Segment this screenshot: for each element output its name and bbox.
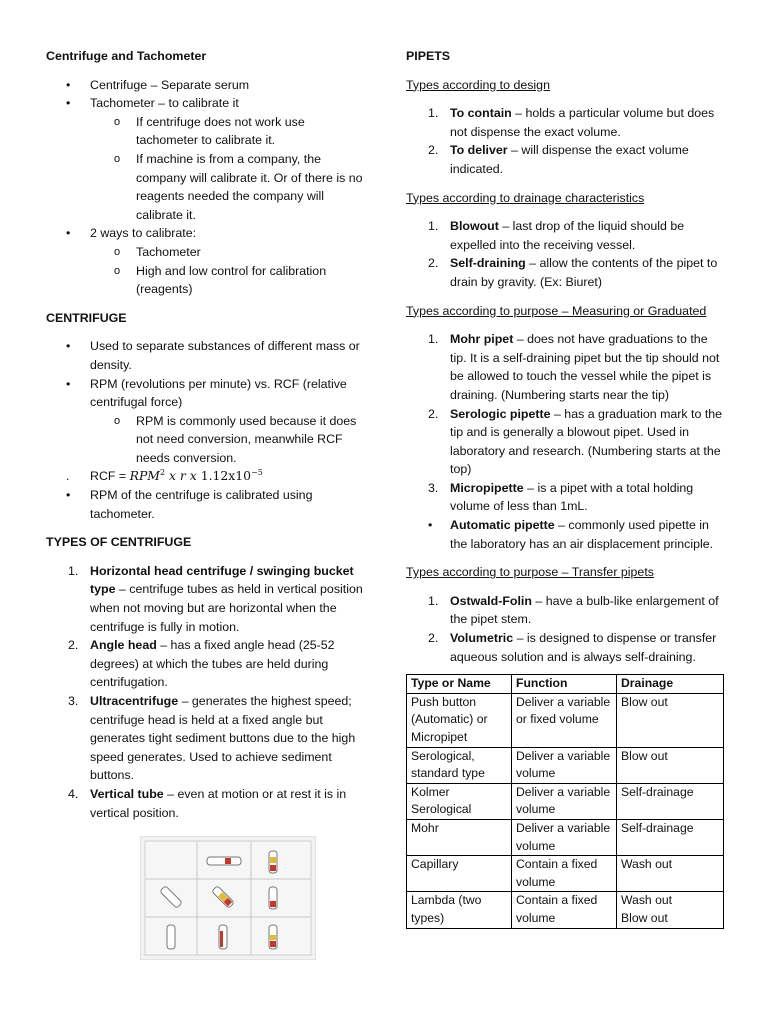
list-item-text: High and low control for calibration (reagents): [136, 263, 327, 297]
rcf-rpm: RPM: [129, 468, 160, 484]
term: Volumetric: [450, 631, 514, 646]
table-cell: Contain a fixed volume: [512, 856, 617, 892]
table-row: [407, 819, 724, 855]
term-description: – is a pipet with a total holding volume of less than 1mL.: [450, 480, 694, 514]
centrifuge-tubes-illustration: [141, 837, 315, 959]
sub-list-item: [46, 113, 364, 150]
term: Ultracentrifuge: [90, 694, 179, 708]
numbered-item: [406, 330, 724, 404]
table-cell: Self-drainage: [617, 819, 724, 855]
list-item-text: RPM is commonly used because it does not need conversion, meanwhile RCF needs conversion.: [136, 413, 357, 465]
term: Ostwald-Folin: [450, 593, 532, 608]
table-cell: Deliver a variable or fixed volume: [512, 693, 617, 747]
design-list: [406, 104, 724, 178]
table-row: [407, 856, 724, 892]
centrifuge-list: [46, 337, 364, 523]
number-label: 1.: [68, 563, 79, 578]
table-cell: Serological, standard type: [407, 747, 512, 783]
rcf-formula: [46, 467, 364, 486]
section-title-types-of-centrifuge: TYPES OF CENTRIFUGE: [46, 535, 192, 550]
list-item-text: If centrifuge does not work use tachometer to calibrate it.: [136, 114, 305, 148]
list-item-text: If machine is from a company, the company will calibrate it. Or of there is no reagents needed the company will calibrate it.: [136, 151, 363, 222]
numbered-item: [406, 217, 724, 254]
numbered-item: [46, 562, 364, 636]
list-item: [46, 94, 364, 113]
list-item-text: Centrifuge – Separate serum: [90, 77, 250, 92]
term-description: – holds a particular volume but does not dispense the exact volume.: [450, 106, 715, 139]
term: Self-draining: [450, 256, 526, 271]
numbered-item: [46, 785, 364, 822]
transfer-list: [406, 592, 724, 666]
sub-bullet-icon: o: [114, 152, 121, 165]
term: Angle head: [90, 638, 157, 653]
left-column: [46, 47, 364, 960]
bullet-icon: •: [66, 96, 71, 111]
number-label: 3.: [68, 694, 79, 708]
number-label: 4.: [68, 786, 79, 801]
term-description: – generates the highest speed; centrifuge head is held at a fixed angle but generates tight sediment buttons due to the high speed generates. Used to achieve sediment buttons.: [90, 694, 356, 783]
column-header: Type or Name: [407, 675, 512, 694]
number-label: 1.: [428, 106, 439, 121]
table-cell: Wash out: [617, 856, 724, 892]
right-column: [406, 47, 724, 929]
sub-list-item: [46, 243, 364, 262]
list-item-text: Used to separate substances of different mass or density.: [90, 339, 360, 372]
list-item-text: 2 ways to calibrate:: [90, 226, 197, 241]
numbered-item: [46, 636, 364, 692]
term: Serologic pipette: [450, 406, 551, 421]
bullet-icon: •: [66, 376, 71, 391]
term: Micropipette: [450, 480, 524, 495]
table-cell: Lambda (two types): [407, 892, 512, 928]
rcf-mid: x r x: [165, 468, 201, 484]
term-description: – does not have graduations to the tip. It is a self-draining pipet but the tip should not be allowed to touch the vessel while the pipet is draining. (Numbering starts near the tip): [450, 332, 720, 402]
number-label: 2.: [428, 143, 439, 158]
column-header: Function: [512, 675, 617, 694]
bullet-icon: •: [66, 226, 71, 241]
bullet-icon: •: [66, 488, 71, 503]
list-item-text: RPM (revolutions per minute) vs. RCF (relative centrifugal force): [90, 376, 347, 410]
list-item: [46, 375, 364, 412]
table-row: [407, 693, 724, 747]
table-cell: Kolmer Serological: [407, 783, 512, 819]
term: Vertical tube: [90, 786, 164, 801]
term: Mohr pipet: [450, 332, 514, 347]
numbered-item: [46, 692, 364, 785]
section-title-pipets: PIPETS: [406, 49, 451, 63]
number-label: 2.: [68, 638, 79, 653]
table-cell: Deliver a variable volume: [512, 747, 617, 783]
subheading-transfer: Types according to purpose – Transfer pipets: [406, 565, 654, 580]
table-cell: Blow out: [617, 693, 724, 747]
dot-icon: .: [66, 469, 70, 484]
sub-bullet-icon: o: [114, 264, 121, 277]
ct-list: [46, 76, 364, 299]
numbered-item: [406, 592, 724, 629]
centrifuge-types-figure: [140, 836, 316, 960]
table-cell: Mohr: [407, 819, 512, 855]
rcf-exponent: −5: [251, 468, 263, 478]
measuring-list: [406, 330, 724, 553]
list-item: [46, 486, 364, 523]
term-description: – last drop of the liquid should be expelled into the receiving vessel.: [450, 219, 685, 252]
sub-list-item: [46, 412, 364, 468]
subheading-drainage: Types according to drainage characteristics: [406, 190, 645, 205]
term-description: – centrifuge tubes as held in vertical position when not moving but are horizontal when the centrifuge is fully in motion.: [90, 582, 363, 634]
table-cell: Deliver a variable volume: [512, 819, 617, 855]
list-item-text: Tachometer – to calibrate it: [90, 96, 239, 111]
numbered-item: [406, 104, 724, 141]
number-label: 2.: [428, 631, 439, 646]
number-label: 1.: [428, 219, 439, 234]
term: Automatic pipette: [450, 518, 555, 533]
number-label: 1.: [428, 332, 439, 347]
drainage-list: [406, 217, 724, 291]
number-label: 3.: [428, 480, 439, 495]
table-row: [407, 783, 724, 819]
list-item: [406, 516, 724, 553]
rcf-coefficient: 1.12x10: [200, 468, 252, 484]
bullet-icon: •: [428, 518, 433, 533]
term: Horizontal head centrifuge / swinging bucket type: [90, 563, 354, 597]
numbered-item: [406, 405, 724, 479]
number-label: 1.: [428, 593, 439, 608]
term-description: – is designed to dispense or transfer aqueous solution and is always self-draining.: [450, 631, 717, 664]
term-description: – has a graduation mark to the tip and is generally a blowout pipet. Used in laboratory and research. (Numbering starts at the top): [450, 406, 723, 477]
term: To deliver: [450, 143, 508, 158]
bullet-icon: •: [66, 339, 71, 354]
numbered-item: [406, 479, 724, 516]
sub-list-item: [46, 150, 364, 224]
term-description: – has a fixed angle head (25-52 degrees) at which the tubes are held during centrifugation.: [90, 638, 335, 690]
numbered-item: [406, 629, 724, 666]
table-cell: Self-drainage: [617, 783, 724, 819]
term-description: – commonly used pipette in the laboratory has an air displacement principle.: [450, 518, 714, 551]
term: To contain: [450, 106, 512, 121]
list-item: [46, 337, 364, 374]
sub-list-item: [46, 262, 364, 299]
subheading-design: Types according to design: [406, 77, 550, 92]
list-item: [46, 224, 364, 243]
bullet-icon: •: [66, 77, 71, 92]
rcf-square: 2: [159, 468, 166, 478]
sub-bullet-icon: o: [114, 115, 121, 128]
term: Blowout: [450, 219, 499, 234]
numbered-item: [406, 141, 724, 178]
pipet-types-table: [406, 674, 724, 928]
term-description: – have a bulb-like enlargement of the pipet stem.: [450, 593, 719, 627]
rcf-prefix: RCF =: [90, 469, 127, 484]
table-row: [407, 892, 724, 928]
column-header: Drainage: [617, 675, 724, 694]
table-cell: Wash out Blow out: [617, 892, 724, 928]
numbered-item: [406, 254, 724, 291]
table-row: [407, 747, 724, 783]
table-cell: Deliver a variable volume: [512, 783, 617, 819]
list-item-text: Tachometer: [136, 244, 201, 259]
sub-bullet-icon: o: [114, 245, 121, 258]
table-cell: Blow out: [617, 747, 724, 783]
term-description: – even at motion or at rest it is in vertical position.: [90, 786, 347, 820]
list-item-text: RPM of the centrifuge is calibrated using tachometer.: [90, 488, 313, 521]
table-cell: Contain a fixed volume: [512, 892, 617, 928]
number-label: 2.: [428, 256, 439, 271]
table-cell: Push button (Automatic) or Micropipet: [407, 693, 512, 747]
term-description: – allow the contents of the pipet to drain by gravity. (Ex: Biuret): [450, 256, 718, 289]
centrifuge-types-list: [46, 562, 364, 822]
table-header-row: [407, 675, 724, 694]
table-cell: Capillary: [407, 856, 512, 892]
rcf-equation: [130, 468, 263, 483]
number-label: 2.: [428, 406, 439, 421]
list-item: [46, 76, 364, 95]
section-title-centrifuge-tachometer: Centrifuge and Tachometer: [46, 49, 207, 63]
sub-bullet-icon: o: [114, 414, 121, 427]
section-title-centrifuge: CENTRIFUGE: [46, 310, 127, 325]
term-description: – will dispense the exact volume indicated.: [450, 143, 689, 176]
subheading-measuring: Types according to purpose – Measuring or Graduated: [406, 303, 707, 318]
